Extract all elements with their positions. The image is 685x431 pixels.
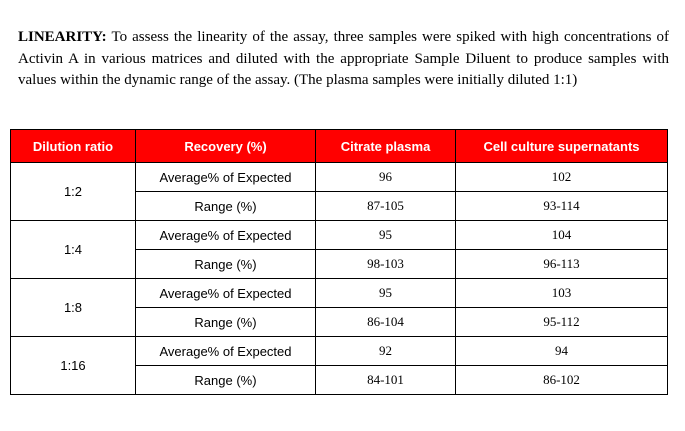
- citrate-value: 92: [316, 337, 456, 366]
- culture-value: 95-112: [456, 308, 668, 337]
- header-cell-culture: Cell culture supernatants: [456, 130, 668, 163]
- recovery-label: Range (%): [136, 308, 316, 337]
- table-row: [11, 163, 668, 192]
- culture-value: 94: [456, 337, 668, 366]
- linearity-heading: LINEARITY:: [18, 29, 107, 45]
- recovery-label: Range (%): [136, 192, 316, 221]
- dilution-cell: 1:8: [11, 279, 136, 337]
- table-header-row: [11, 130, 668, 163]
- culture-value: 96-113: [456, 250, 668, 279]
- header-recovery: Recovery (%): [136, 130, 316, 163]
- culture-value: 104: [456, 221, 668, 250]
- linearity-table: [10, 129, 668, 395]
- dilution-cell: 1:2: [11, 163, 136, 221]
- recovery-label: Average% of Expected: [136, 279, 316, 308]
- linearity-text: To assess the linearity of the assay, three samples were spiked with high concentrations of Activin A in various matrices and diluted with the appropriate Sample Diluent to produce samples with values within the dynamic range of the assay. (The plasma samples were initially diluted 1:1): [18, 29, 670, 89]
- culture-value: 86-102: [456, 366, 668, 395]
- dilution-cell: 1:4: [11, 221, 136, 279]
- table-row: [11, 279, 668, 308]
- header-dilution-ratio: Dilution ratio: [11, 130, 136, 163]
- linearity-paragraph: [18, 27, 669, 92]
- citrate-value: 95: [316, 279, 456, 308]
- citrate-value: 84-101: [316, 366, 456, 395]
- recovery-label: Range (%): [136, 250, 316, 279]
- table-row: [11, 337, 668, 366]
- citrate-value: 98-103: [316, 250, 456, 279]
- citrate-value: 95: [316, 221, 456, 250]
- culture-value: 93-114: [456, 192, 668, 221]
- recovery-label: Average% of Expected: [136, 221, 316, 250]
- citrate-value: 87-105: [316, 192, 456, 221]
- header-citrate-plasma: Citrate plasma: [316, 130, 456, 163]
- recovery-label: Average% of Expected: [136, 337, 316, 366]
- culture-value: 103: [456, 279, 668, 308]
- table-row: [11, 221, 668, 250]
- dilution-cell: 1:16: [11, 337, 136, 395]
- culture-value: 102: [456, 163, 668, 192]
- citrate-value: 86-104: [316, 308, 456, 337]
- recovery-label: Range (%): [136, 366, 316, 395]
- recovery-label: Average% of Expected: [136, 163, 316, 192]
- citrate-value: 96: [316, 163, 456, 192]
